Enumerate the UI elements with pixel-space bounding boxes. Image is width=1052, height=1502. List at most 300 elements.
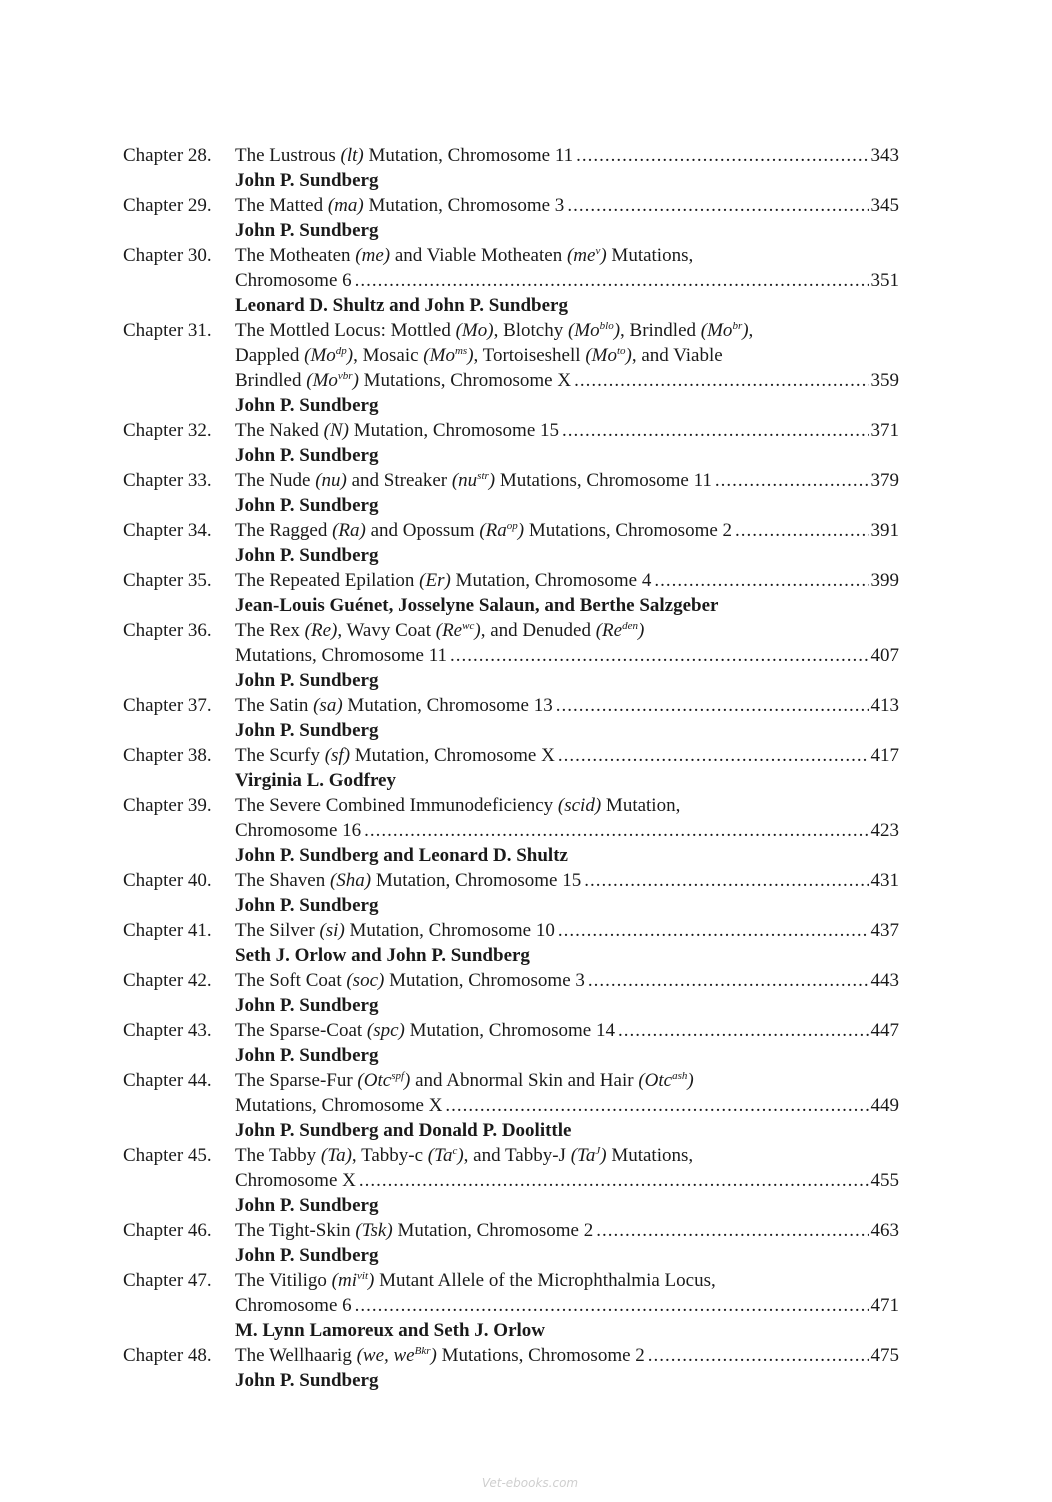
gene-symbol: (Re <box>435 620 463 641</box>
chapter-body <box>235 243 899 318</box>
page-number: 443 <box>870 970 899 991</box>
chapter-body <box>235 868 899 918</box>
gene-symbol: ) <box>517 520 525 541</box>
gene-symbol: (spc) <box>366 1020 405 1041</box>
chapter-title-text <box>235 818 361 843</box>
chapter-title-text <box>235 1145 693 1166</box>
gene-symbol: ) <box>346 345 354 366</box>
chapter-body <box>235 318 899 418</box>
chapter-title-line <box>235 1343 899 1368</box>
toc-entry <box>123 1143 899 1218</box>
dot-leader <box>584 868 868 893</box>
chapter-title-line <box>235 318 899 343</box>
chapter-author: Virginia L. Godfrey <box>235 770 396 791</box>
gene-symbol: (Er) <box>419 570 451 591</box>
gene-symbol: ) <box>474 620 481 641</box>
chapter-title-text <box>235 1018 615 1043</box>
chapter-body <box>235 968 899 1018</box>
title-segment: The Naked <box>235 420 324 441</box>
chapter-author: John P. Sundberg <box>235 1245 379 1266</box>
chapter-title-line <box>235 368 899 393</box>
chapter-title-line <box>235 968 899 993</box>
page-number: 471 <box>870 1295 899 1316</box>
gene-symbol: (Ta <box>427 1145 453 1166</box>
title-segment: , and Denuded <box>480 620 596 641</box>
title-segment: The Nude <box>235 470 316 491</box>
title-segment: The Ragged <box>235 520 333 541</box>
toc-entry <box>123 243 899 318</box>
dot-leader <box>735 518 868 543</box>
chapter-body <box>235 1268 899 1343</box>
gene-symbol: (Mo <box>306 370 338 391</box>
title-segment: The Motheaten <box>235 245 356 266</box>
chapter-body <box>235 568 899 618</box>
title-segment: Chromosome X <box>235 1170 356 1191</box>
allele-superscript: ms <box>454 345 468 357</box>
gene-symbol: (Sha) <box>329 870 372 891</box>
chapter-number: Chapter 28. <box>123 145 212 166</box>
title-segment: The Silver <box>235 920 320 941</box>
title-segment: The Soft Coat <box>235 970 347 991</box>
gene-symbol: ) <box>742 320 749 341</box>
chapter-author: John P. Sundberg <box>235 445 379 466</box>
page-number: 407 <box>870 645 899 666</box>
title-segment: Dappled <box>235 345 305 366</box>
page-number: 379 <box>870 470 899 491</box>
gene-symbol: ) <box>625 345 632 366</box>
chapter-title-text <box>235 1070 694 1091</box>
title-segment: Mutation, Chromosome X <box>350 745 555 766</box>
chapter-title-text <box>235 368 571 393</box>
title-segment: Mutations, <box>606 245 694 266</box>
page-number: 437 <box>870 920 899 941</box>
toc-entry <box>123 1268 899 1343</box>
page-number: 449 <box>870 1095 899 1116</box>
dot-leader <box>556 693 869 718</box>
gene-symbol: ) <box>600 1145 607 1166</box>
title-segment: Mutation, Chromosome 3 <box>384 970 585 991</box>
chapter-title-line <box>235 193 899 218</box>
chapter-author: John P. Sundberg <box>235 395 379 416</box>
title-segment: Mutation, Chromosome 13 <box>342 695 553 716</box>
title-segment: Mutations, Chromosome 2 <box>524 520 733 541</box>
gene-symbol: ) <box>600 245 607 266</box>
title-segment: The Repeated Epilation <box>235 570 420 591</box>
chapter-body <box>235 193 899 243</box>
chapter-title-line <box>235 1143 899 1168</box>
title-segment: The Severe Combined Immunodeficiency <box>235 795 558 816</box>
gene-symbol: (N) <box>323 420 349 441</box>
title-segment: Mutations, Chromosome X <box>358 370 572 391</box>
page-number: 431 <box>870 870 899 891</box>
page-number: 417 <box>870 745 899 766</box>
chapter-number: Chapter 41. <box>123 920 212 941</box>
title-segment: The Mottled Locus: Mottled <box>235 320 456 341</box>
chapter-author: John P. Sundberg <box>235 220 379 241</box>
title-segment: Mutation, Chromosome 15 <box>371 870 582 891</box>
chapter-title-text <box>235 868 581 893</box>
allele-superscript: to <box>616 345 626 357</box>
toc-entry <box>123 1018 899 1068</box>
allele-superscript: op <box>506 520 518 532</box>
dot-leader <box>715 468 869 493</box>
chapter-number: Chapter 38. <box>123 745 212 766</box>
chapter-title-line <box>235 568 899 593</box>
chapter-title-line <box>235 743 899 768</box>
gene-symbol: (Mo <box>585 345 617 366</box>
page-number: 371 <box>870 420 899 441</box>
gene-symbol: (sf) <box>324 745 351 766</box>
chapter-title-line <box>235 1168 899 1193</box>
chapter-title-line <box>235 1218 899 1243</box>
page-number: 447 <box>870 1020 899 1041</box>
toc-entry <box>123 693 899 743</box>
title-segment: Mutation, Chromosome 15 <box>348 420 560 441</box>
dot-leader <box>576 143 868 168</box>
title-segment: The Rex <box>235 620 305 641</box>
gene-symbol: ) <box>467 345 474 366</box>
gene-symbol: (Otc <box>638 1070 673 1091</box>
title-segment: , Blotchy <box>493 320 568 341</box>
chapter-author: John P. Sundberg <box>235 895 379 916</box>
chapter-title-text <box>235 918 555 943</box>
chapter-author: John P. Sundberg <box>235 170 379 191</box>
page-number: 351 <box>870 270 899 291</box>
title-segment: Chromosome 6 <box>235 1295 352 1316</box>
allele-superscript: c <box>452 1145 458 1157</box>
dot-leader <box>618 1018 869 1043</box>
chapter-title-text <box>235 795 680 816</box>
chapter-author: John P. Sundberg <box>235 545 379 566</box>
gene-symbol: (Tsk) <box>355 1220 393 1241</box>
dot-leader <box>567 193 868 218</box>
chapter-title-line <box>235 618 899 643</box>
page-number: 343 <box>870 145 899 166</box>
chapter-author: Jean-Louis Guénet, Josselyne Salaun, and Berthe Salzgeber <box>235 595 719 616</box>
chapter-author: John P. Sundberg and Leonard D. Shultz <box>235 845 568 866</box>
chapter-body <box>235 1068 899 1143</box>
title-segment: and Viable Motheaten <box>390 245 567 266</box>
toc-entry <box>123 1343 899 1393</box>
chapter-title-text <box>235 968 585 993</box>
chapter-title-text <box>235 468 712 493</box>
chapter-author: Seth J. Orlow and John P. Sundberg <box>235 945 530 966</box>
gene-symbol: ) <box>613 320 621 341</box>
chapter-author: John P. Sundberg <box>235 995 379 1016</box>
dot-leader <box>558 743 869 768</box>
page-number: 345 <box>870 195 899 216</box>
chapter-number: Chapter 30. <box>123 245 212 266</box>
dot-leader <box>562 418 868 443</box>
chapter-number: Chapter 32. <box>123 420 212 441</box>
gene-symbol: (me) <box>355 245 391 266</box>
dot-leader <box>648 1343 869 1368</box>
chapter-title-line <box>235 268 899 293</box>
dot-leader <box>450 643 869 668</box>
chapter-number: Chapter 33. <box>123 470 212 491</box>
gene-symbol: (Mo <box>567 320 600 341</box>
toc-entry <box>123 143 899 193</box>
title-segment: , Tortoiseshell <box>473 345 586 366</box>
chapter-title-text <box>235 143 573 168</box>
gene-symbol: (Mo <box>700 320 733 341</box>
gene-symbol: (scid) <box>557 795 602 816</box>
chapter-title-text <box>235 568 651 593</box>
allele-superscript: vit <box>357 1270 368 1282</box>
page-number: 399 <box>870 570 899 591</box>
chapter-title-line <box>235 468 899 493</box>
chapter-body <box>235 1018 899 1068</box>
page-number: 359 <box>870 370 899 391</box>
chapter-title-line <box>235 418 899 443</box>
gene-symbol: ) <box>457 1145 464 1166</box>
chapter-number: Chapter 36. <box>123 620 212 641</box>
gene-symbol: (soc) <box>346 970 385 991</box>
chapter-author: M. Lynn Lamoreux and Seth J. Orlow <box>235 1320 546 1341</box>
title-segment: Mutation, Chromosome 4 <box>450 570 652 591</box>
gene-symbol: ) <box>430 1345 437 1366</box>
chapter-author: John P. Sundberg and Donald P. Doolittle <box>235 1120 572 1141</box>
chapter-author: John P. Sundberg <box>235 1370 379 1391</box>
chapter-title-text <box>235 1293 352 1318</box>
chapter-body <box>235 1218 899 1268</box>
title-segment: Mutations, Chromosome 2 <box>436 1345 645 1366</box>
gene-symbol: ) <box>404 1070 411 1091</box>
gene-symbol: (me <box>566 245 596 266</box>
table-of-contents <box>123 143 899 1393</box>
toc-entry <box>123 468 899 518</box>
chapter-body <box>235 918 899 968</box>
title-segment: Mutation, Chromosome 3 <box>363 195 565 216</box>
title-segment: , and Tabby-J <box>463 1145 571 1166</box>
chapter-title-text <box>235 643 447 668</box>
chapter-body <box>235 618 899 693</box>
title-segment: , Wavy Coat <box>337 620 436 641</box>
gene-symbol: ) <box>488 470 496 491</box>
toc-entry <box>123 868 899 918</box>
chapter-body <box>235 1143 899 1218</box>
allele-superscript: blo <box>599 320 614 332</box>
title-segment: The Wellhaarig <box>235 1345 357 1366</box>
chapter-number: Chapter 40. <box>123 870 212 891</box>
title-segment: The Lustrous <box>235 145 341 166</box>
allele-superscript: dp <box>335 345 347 357</box>
title-segment: Chromosome 16 <box>235 820 362 841</box>
chapter-title-text <box>235 1093 442 1118</box>
dot-leader <box>364 818 868 843</box>
dot-leader <box>445 1093 868 1118</box>
allele-superscript: str <box>477 470 489 482</box>
chapter-number: Chapter 48. <box>123 1345 212 1366</box>
gene-symbol: (Re <box>595 620 623 641</box>
chapter-title-text <box>235 620 644 641</box>
chapter-title-line <box>235 818 899 843</box>
chapter-title-line <box>235 1293 899 1318</box>
toc-entry <box>123 418 899 468</box>
dot-leader <box>596 1218 868 1243</box>
gene-symbol: (Otc <box>357 1070 392 1091</box>
chapter-author: John P. Sundberg <box>235 1195 379 1216</box>
gene-symbol: ) <box>687 1070 694 1091</box>
title-segment: , Tabby-c <box>351 1145 428 1166</box>
chapter-body <box>235 143 899 193</box>
chapter-title-line <box>235 243 899 268</box>
title-segment: Mutation, Chromosome 14 <box>404 1020 615 1041</box>
toc-entry <box>123 918 899 968</box>
chapter-body <box>235 793 899 868</box>
chapter-title-text <box>235 743 555 768</box>
dot-leader <box>355 1293 869 1318</box>
title-segment: The Sparse-Coat <box>235 1020 367 1041</box>
chapter-title-text <box>235 268 352 293</box>
toc-entry <box>123 318 899 418</box>
chapter-title-text <box>235 345 723 366</box>
gene-symbol: (nu <box>451 470 478 491</box>
gene-symbol: (we, we <box>356 1345 415 1366</box>
title-segment: The Sparse-Fur <box>235 1070 358 1091</box>
title-segment: , Mosaic <box>353 345 424 366</box>
watermark-logo: Vet-ebooks.com <box>481 1476 579 1490</box>
allele-superscript: spf <box>391 1070 405 1082</box>
title-segment: , Brindled <box>620 320 701 341</box>
title-segment: Mutation, Chromosome 10 <box>344 920 555 941</box>
chapter-title-line <box>235 143 899 168</box>
gene-symbol: (mi <box>331 1270 357 1291</box>
chapter-author: John P. Sundberg <box>235 495 379 516</box>
chapter-number: Chapter 45. <box>123 1145 212 1166</box>
chapter-title-text <box>235 1343 645 1368</box>
chapter-title-line <box>235 1093 899 1118</box>
chapter-title-line <box>235 1268 899 1293</box>
chapter-title-text <box>235 693 553 718</box>
dot-leader <box>359 1168 869 1193</box>
allele-superscript: v <box>595 245 601 257</box>
title-segment: Mutation, <box>601 795 681 816</box>
title-segment: and Opossum <box>365 520 480 541</box>
gene-symbol: ) <box>637 620 645 641</box>
title-segment: Brindled <box>235 370 307 391</box>
chapter-title-text <box>235 1168 356 1193</box>
chapter-author: John P. Sundberg <box>235 670 379 691</box>
chapter-number: Chapter 44. <box>123 1070 212 1091</box>
title-segment: The Tabby <box>235 1145 321 1166</box>
title-segment: The Vitiligo <box>235 1270 332 1291</box>
title-segment: The Tight-Skin <box>235 1220 356 1241</box>
chapter-body <box>235 418 899 468</box>
toc-entry <box>123 1068 899 1143</box>
page-number: 463 <box>870 1220 899 1241</box>
page-number: 423 <box>870 820 899 841</box>
gene-symbol: (Mo <box>304 345 336 366</box>
page-number: 455 <box>870 1170 899 1191</box>
chapter-title-text <box>235 193 564 218</box>
dot-leader <box>574 368 868 393</box>
chapter-title-line <box>235 1018 899 1043</box>
chapter-number: Chapter 39. <box>123 795 212 816</box>
chapter-body <box>235 468 899 518</box>
toc-entry <box>123 618 899 693</box>
page-number: 413 <box>870 695 899 716</box>
dot-leader <box>588 968 869 993</box>
chapter-number: Chapter 29. <box>123 195 212 216</box>
toc-entry <box>123 968 899 1018</box>
title-segment: and Abnormal Skin and Hair <box>410 1070 639 1091</box>
title-segment: The Shaven <box>235 870 330 891</box>
allele-superscript: den <box>622 620 638 632</box>
toc-entry <box>123 568 899 618</box>
chapter-author: John P. Sundberg <box>235 720 379 741</box>
chapter-title-line <box>235 868 899 893</box>
chapter-title-line <box>235 343 899 368</box>
title-segment: Mutations, Chromosome 11 <box>235 645 447 666</box>
chapter-title-line <box>235 643 899 668</box>
title-segment: The Satin <box>235 695 314 716</box>
gene-symbol: (Mo <box>423 345 455 366</box>
gene-symbol: (nu) <box>315 470 347 491</box>
title-segment: and Streaker <box>346 470 452 491</box>
allele-superscript: vbr <box>337 370 353 382</box>
gene-symbol: (Ra) <box>332 520 366 541</box>
allele-superscript: wc <box>462 620 475 632</box>
toc-entry <box>123 743 899 793</box>
toc-entry <box>123 793 899 868</box>
dot-leader <box>355 268 869 293</box>
chapter-title-line <box>235 793 899 818</box>
chapter-body <box>235 518 899 568</box>
allele-superscript: Bkr <box>414 1345 431 1357</box>
chapter-title-line <box>235 1068 899 1093</box>
chapter-body <box>235 693 899 743</box>
toc-entry <box>123 193 899 243</box>
gene-symbol: (Ta) <box>320 1145 352 1166</box>
chapter-number: Chapter 37. <box>123 695 212 716</box>
gene-symbol: (si) <box>319 920 345 941</box>
page-number: 475 <box>870 1345 899 1366</box>
title-segment: Mutations, <box>606 1145 694 1166</box>
gene-symbol: (Re) <box>304 620 338 641</box>
chapter-number: Chapter 47. <box>123 1270 212 1291</box>
chapter-title-line <box>235 918 899 943</box>
chapter-title-text <box>235 245 693 266</box>
toc-entry <box>123 1218 899 1268</box>
title-segment: The Matted <box>235 195 328 216</box>
allele-superscript: J <box>595 1145 601 1157</box>
chapter-author: John P. Sundberg <box>235 1045 379 1066</box>
dot-leader <box>558 918 869 943</box>
title-segment: Mutation, Chromosome 11 <box>363 145 574 166</box>
title-segment: Mutations, Chromosome 11 <box>495 470 712 491</box>
title-segment: Mutations, Chromosome X <box>235 1095 443 1116</box>
chapter-number: Chapter 34. <box>123 520 212 541</box>
dot-leader <box>654 568 868 593</box>
chapter-title-text <box>235 1270 716 1291</box>
chapter-body <box>235 1343 899 1393</box>
gene-symbol: ) <box>368 1270 375 1291</box>
title-segment: , <box>748 320 754 341</box>
chapter-number: Chapter 46. <box>123 1220 212 1241</box>
chapter-author: Leonard D. Shultz and John P. Sundberg <box>235 295 568 316</box>
chapter-title-line <box>235 693 899 718</box>
chapter-number: Chapter 42. <box>123 970 212 991</box>
chapter-number: Chapter 31. <box>123 320 212 341</box>
chapter-number: Chapter 35. <box>123 570 212 591</box>
title-segment: The Scurfy <box>235 745 325 766</box>
gene-symbol: (lt) <box>340 145 364 166</box>
chapter-title-line <box>235 518 899 543</box>
title-segment: , and Viable <box>631 345 723 366</box>
gene-symbol: (sa) <box>313 695 343 716</box>
title-segment: Mutant Allele of the Microphthalmia Locus, <box>374 1270 716 1291</box>
